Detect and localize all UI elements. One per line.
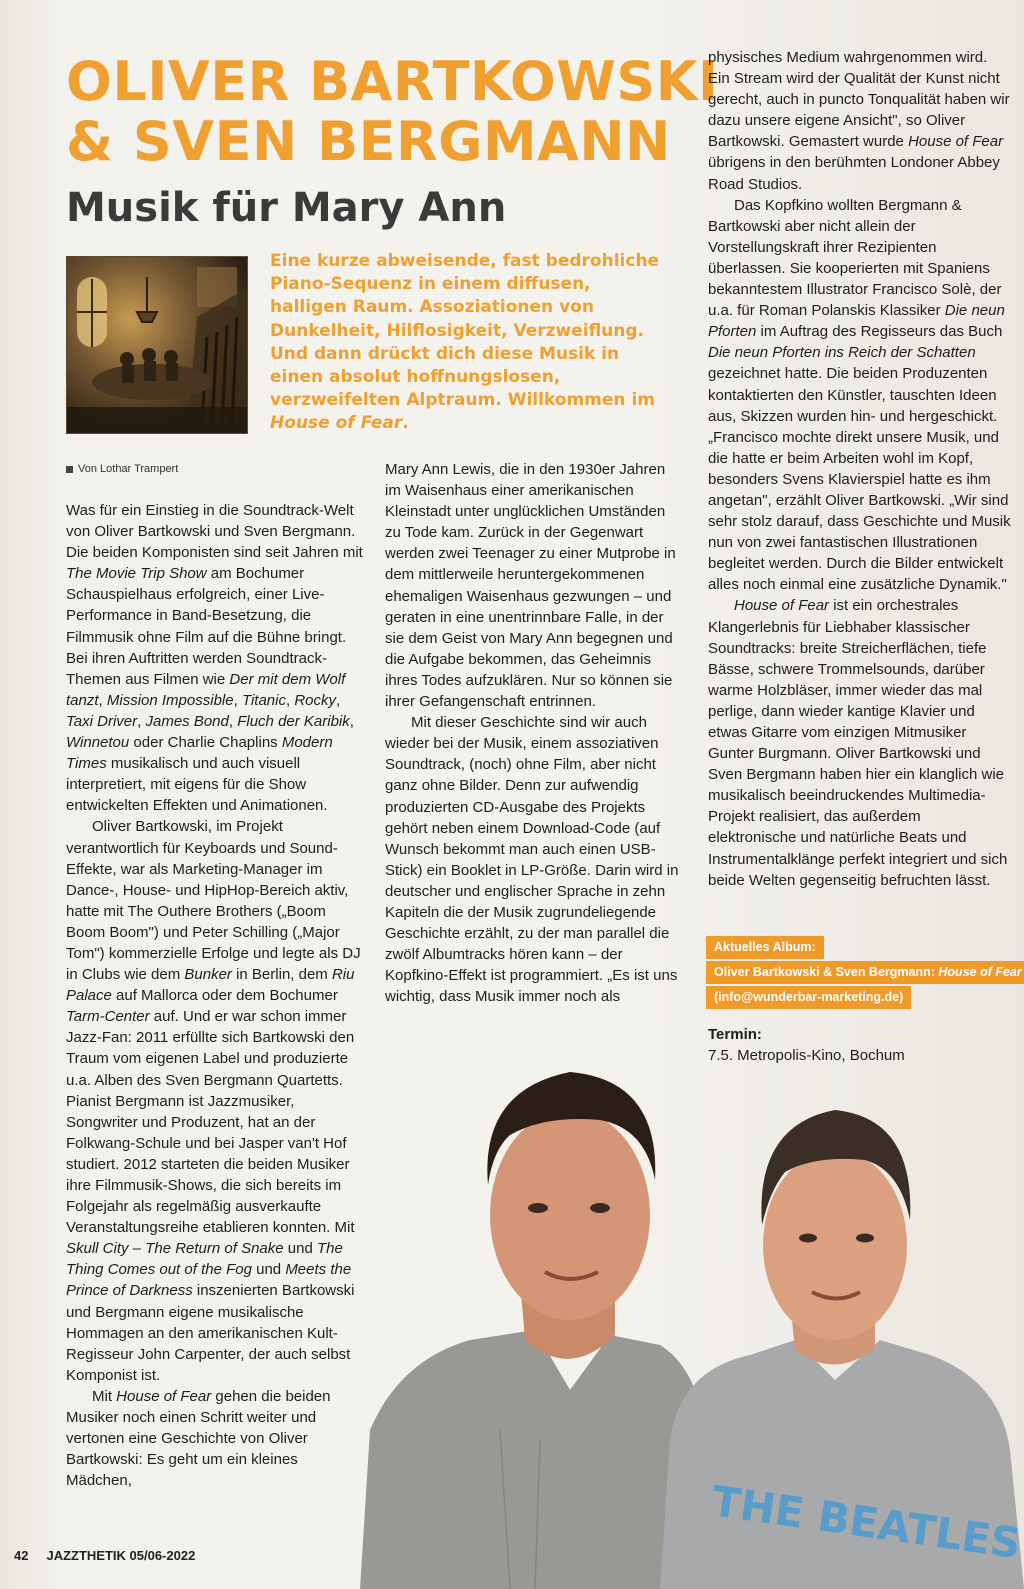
text-run: gezeichnet hatte. Die beiden Produzenten kontaktierten den Künstler, tauschten Ideen aus, Skizzen wurden hin- und hergeschickt. „Francisco mochte direkt unsere Musik, und die hatte er beim Arbeiten wohl im Kopf, besonders Svens Klavierspiel hatte es ihm angetan", erzählt Oliver Bartkowski. „Wir sind sehr stolz darauf, dass Geschichte und Musik nun von zwei fantastischen Illustrationen begleitet werden. Durch die Bilder entwickelt alles noch einmal eine zusätzliche Dynamik." — [708, 365, 1011, 594]
paragraph-1 — [66, 500, 364, 816]
text-run: in Berlin, dem — [231, 966, 332, 984]
text-run: physisches Medium wahrgenommen wird. Ein Stream wird der Qualität der Kunst nicht gerecht, auch in puncto Tonqualität haben wir dazu unsere eigene Ansicht", so Oliver Bartkowski. Gemastert wurde — [708, 49, 1010, 151]
musicians-photo — [360, 1010, 1024, 1589]
paragraph-7 — [708, 195, 1012, 596]
headline — [66, 50, 719, 173]
text-run: , — [286, 691, 295, 709]
title-run: Riu Palace — [66, 966, 355, 1005]
paragraph-5: Mit dieser Geschichte sind wir auch wieder bei der Musik, einem assoziativen Soundtrack, (noch) ohne Film, aber nicht ganz ohne Bilder. Denn zur aufwendig produzierten CD-Ausgabe des Projekts gehört neben einem Download-Code (auf Wunsch bekommt man auch einen USB-Stick) ein Booklet in LP-Größe. Darin wird in deutscher und englischer Sprache in zehn Kapiteln die der Musik zugrundeliegende Geschichte erzählt, zu der man parallel die zwölf Albumtracks hören kann – der Kopfkino-Effekt ist programmiert. „Es ist uns wichtig, dass Musik immer noch als — [385, 714, 679, 1006]
title-run: Fluch der Karibik — [237, 712, 350, 730]
article-subtitle: Musik für Mary Ann — [66, 185, 507, 231]
text-run: am Bochumer Schauspielhaus erfolgreich, einer Live-Performance in Band-Besetzung, die Filmmusik ohne Film auf die Bühne bringt. Bei ihren Auftritten werden Soundtrack-Themen aus Filmen wie — [66, 565, 347, 688]
paragraph-4: Mary Ann Lewis, die in den 1930er Jahren im Waisenhaus einer amerikanischen Kleinstadt unter unglücklichen Umständen zu Tode kam. Zurück in der Gegenwart werden zwei Teenager zu einer Mutprobe in dem mittlerweile heruntergekommenen ehemaligen Waisenhaus gezwungen – und geraten in eine unentrinnbare Falle, in der sie dem Geist von Mary Ann begegnen und die Aufgabe bekommen, das Geheimnis ihres Todes aufzuklären. Nur so können sie ihrer Gefangenschaft entrinnen. — [385, 461, 676, 711]
paragraph-2 — [66, 816, 364, 1386]
album-info-box — [706, 936, 1022, 1011]
event-date: 7.5. Metropolis-Kino, Bochum — [708, 1047, 905, 1064]
album-artist-title — [706, 961, 1024, 984]
title-run: Meets the Prince of Darkness — [66, 1261, 352, 1300]
article-teaser — [270, 250, 666, 436]
album-label: Aktuelles Album: — [706, 936, 824, 959]
title-run: House of Fear — [116, 1387, 212, 1405]
paragraph-8 — [708, 595, 1012, 890]
text-run: oder Charlie Chaplins — [129, 734, 282, 752]
text-run: und — [283, 1240, 317, 1258]
title-run: Die neun Pforten ins Reich der Schatten — [708, 344, 976, 362]
page-number: 42 — [14, 1548, 29, 1563]
text-run: , — [228, 712, 238, 730]
left-person-face — [490, 1110, 650, 1320]
byline-square-icon — [66, 466, 73, 473]
text-run: , — [98, 691, 107, 709]
tshirt-print: THE BEATLES — [708, 1476, 1024, 1569]
text-run: gehen die beiden Musiker noch einen Schritt weiter und vertonen eine Geschichte von Oliver Bartkowski: Es geht um ein kleines Mädchen, — [66, 1387, 331, 1490]
text-run: musikalisch und auch visuell interpretiert, mit eigens für die Show entwickelten Effekten und Animationen. — [66, 755, 328, 815]
title-run: Rocky — [294, 691, 337, 709]
text-run: Was für ein Einstieg in die Soundtrack-Welt von Oliver Bartkowski und Sven Bergmann. Die beiden Komponisten sind seit Jahren mit — [66, 502, 363, 562]
album-cover-illustration — [66, 256, 248, 434]
text-run: übrigens in den berühmten Londoner Abbey Road Studios. — [708, 154, 1000, 193]
text-run: und — [251, 1261, 286, 1279]
text-run: ist ein orchestrales Klangerlebnis für Liebhaber klassischer Soundtracks: breite Streicherflächen, tiefe Bässe, schwere Trommelsounds, darüber warme Holzbläser, immer wieder das mal perlige, dann wieder kantige Klavier und etwas Gitarre vom einzigen Mitmusiker Gunter Burgmann. Oliver Bartkowski und Sven Bergmann haben hier ein klanglich wie musikalisch beeindruckendes Multimedia-Projekt realisiert, das außerdem elektronische und natürliche Beats und Instrumentalklänge perfekt integriert und sich beide Welten gegenseitig befruchten lässt. — [708, 597, 1008, 889]
text-column-2 — [385, 459, 685, 1007]
text-run: inszenierten Bartkowski und Bergmann eigene musikalische Hommagen an den amerikanischen Kult-Regisseur John Carpenter, der auch selbst Komponist ist. — [66, 1282, 355, 1384]
paragraph-3 — [66, 1386, 364, 1491]
magazine-issue: JAZZTHETIK 05/06-2022 — [46, 1548, 196, 1563]
title-run: The Thing Comes out of the Fog — [66, 1240, 343, 1279]
text-run: Mit — [92, 1387, 117, 1405]
right-person-face — [763, 1150, 907, 1340]
teaser-text: Eine kurze abweisende, fast bedrohliche Piano-Sequenz in einem diffusen, halligen Raum. Assoziationen von Dunkelheit, Hilflosigkeit, Verzweiflung. Und dann drückt dich diese Musik in einen absolut hoffnungslosen, verzweifelten Alptraum. Willkommen im — [270, 251, 660, 411]
title-run: Skull City – The Return of Snake — [66, 1240, 284, 1258]
title-run: Modern Times — [66, 734, 333, 773]
headline-line-1: OLIVER BARTKOWSKI — [66, 50, 719, 113]
text-run: auf Mallorca oder dem Bochumer — [111, 987, 338, 1005]
album-title: House of Fear — [938, 965, 1022, 979]
title-run: Mission Impossible — [106, 691, 234, 709]
title-run: Taxi Driver — [66, 712, 138, 730]
album-contact-link[interactable]: (info@wunderbar-marketing.de) — [706, 986, 911, 1009]
paragraph-6 — [708, 47, 1012, 195]
left-person-shirt — [360, 1330, 710, 1589]
title-run: House of Fear — [734, 597, 830, 615]
event-label: Termin: — [708, 1026, 762, 1043]
text-run: , — [137, 712, 146, 730]
text-run: im Auftrag des Regisseurs das Buch — [756, 323, 1003, 341]
text-run: Oliver Bartkowski, im Projekt verantwortlich für Keyboards und Sound-Effekte, war als Marketing-Manager im Dance-, House- und HipHop-Bereich aktiv, hatte mit The Outhere Brothers („Boom Boom Boom") und Peter Schilling („Major Tom") kommerzielle Erfolge und legte als DJ in Clubs wie dem — [66, 818, 361, 984]
title-run: Bunker — [184, 966, 232, 984]
title-run: House of Fear — [908, 133, 1004, 151]
title-run: Tarm-Center — [66, 1008, 150, 1026]
headline-line-2: & SVEN BERGMANN — [66, 110, 671, 173]
teaser-end: . — [402, 413, 409, 434]
text-run: , — [336, 691, 341, 709]
text-column-3 — [708, 47, 1012, 891]
text-run: , — [349, 712, 354, 730]
teaser-title: House of Fear — [270, 413, 403, 434]
title-run: Titanic — [241, 691, 286, 709]
album-artists: Oliver Bartkowski & Sven Bergmann: — [714, 965, 939, 979]
text-column-1 — [66, 500, 364, 1491]
byline-author: Von Lothar Trampert — [78, 463, 179, 475]
text-run: , — [233, 691, 242, 709]
title-run: Der mit dem Wolf tanzt — [66, 670, 346, 709]
page-footer — [14, 1548, 195, 1563]
title-run: Die neun Pforten — [708, 302, 1005, 341]
text-run: Das Kopfkino wollten Bergmann & Bartkowski aber nicht allein der Vorstellungskraft ihrer Rezipienten überlassen. Sie kooperierten mit Spaniens bekanntestem Illustrator Francisco Solè, der u.a. für Roman Polanskis Klassiker — [708, 196, 1002, 320]
byline — [66, 463, 178, 475]
title-run: Winnetou — [66, 734, 130, 752]
title-run: James Bond — [145, 712, 229, 730]
title-run: The Movie Trip Show — [66, 565, 207, 583]
text-run: auf. Und er war schon immer Jazz-Fan: 2011 erfüllte sich Bartkowski den Traum vom eigenen Label und produzierte u.a. Alben des Sven Bergmann Quartetts. Pianist Bergmann ist Jazzmusiker, Songwriter und Produzent, hat an der Folkwang-Schule und bei Jasper van't Hof studiert. 2012 starteten die beiden Musiker ihre Filmmusik-Shows, die sich bereits im Folgejahr als regelmäßig ausverkaufte Veranstaltungsreihe etablieren konnten. Mit — [66, 1008, 355, 1237]
